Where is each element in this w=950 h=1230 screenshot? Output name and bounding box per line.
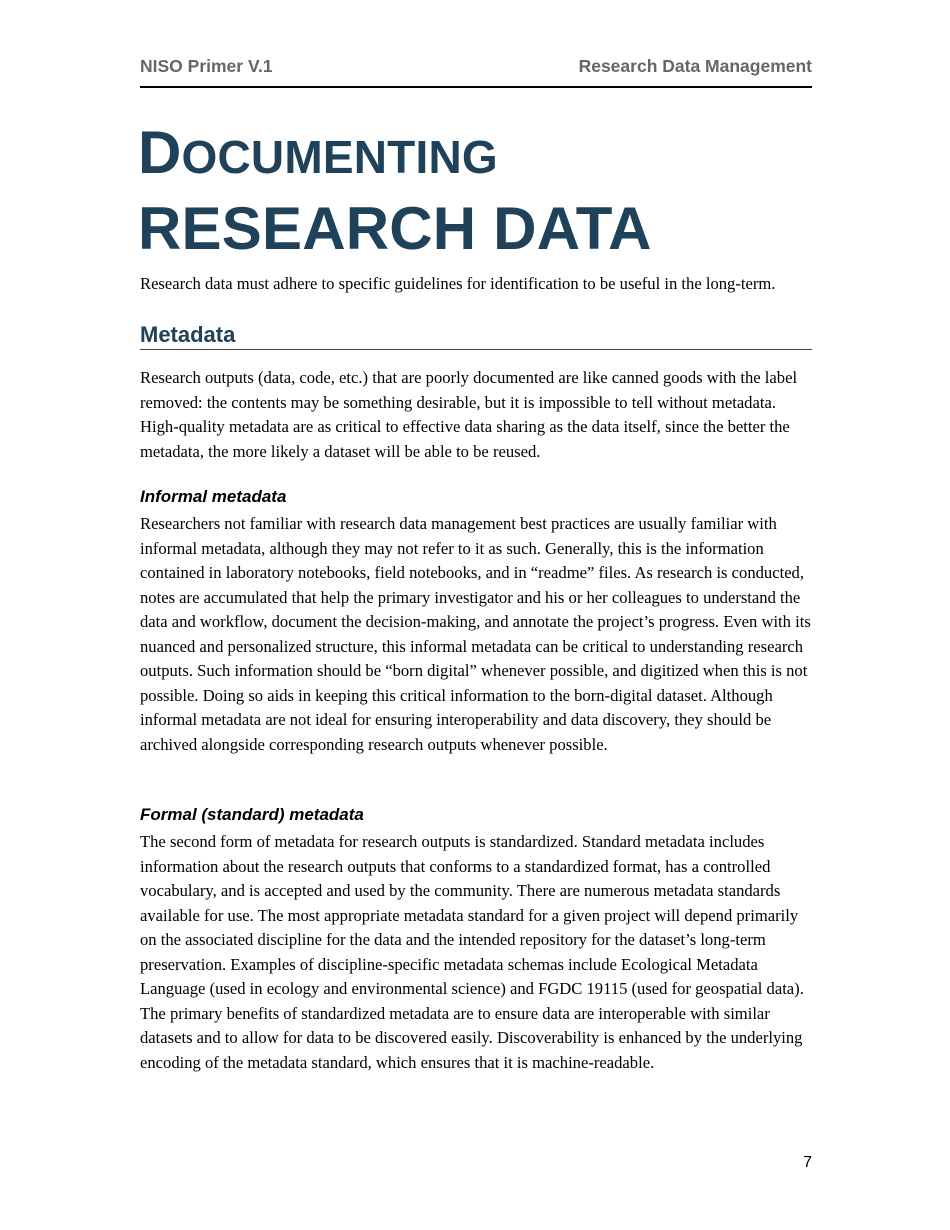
intro-paragraph: Research data must adhere to specific guidelines for identification to be useful in the long-term. [140, 274, 776, 293]
header-chapter-title: Research Data Management [578, 56, 812, 76]
subheading-formal-metadata: Formal (standard) metadata [140, 805, 364, 824]
header-publication-title: NISO Primer V.1 [140, 56, 273, 76]
page-title-line-1-rest: OCUMENTING [181, 131, 498, 183]
informal-metadata-paragraph: Researchers not familiar with research data management best practices are usually familiar with informal metadata, although they may not refer to it as such. Generally, this is the information contained in laboratory notebooks, field notebooks, and in “readme” files. As research is conducted, notes are accumulated that help the primary investigator and his or her colleagues to understand the data and workflow, document the decision-making, and annotate the project’s progress. Even with its nuanced and personalized structure, this informal metadata can be critical to understanding research outputs. Such information should be “born digital” whenever possible, and digitized when this is not possible. Doing so aids in keeping this critical information to the born-digital dataset. Although informal metadata are not ideal for ensuring interoperability and data discovery, they should be archived alongside corresponding research outputs whenever possible. [140, 514, 811, 754]
page-title-line-2-rest: ESEARCH DATA [181, 195, 652, 262]
metadata-paragraph: Research outputs (data, code, etc.) that are poorly documented are like canned goods with the label removed: the contents may be something desirable, but it is impossible to tell without metadata. High-quality metadata are as critical to effective data sharing as the data itself, since the better the metadata, the more likely a dataset will be able to be reused. [140, 368, 798, 461]
page-title-line-1 [138, 117, 818, 193]
subheading-informal-metadata: Informal metadata [140, 487, 287, 506]
page-title-line-2 [138, 193, 818, 269]
formal-metadata-paragraph: The second form of metadata for research outputs is standardized. Standard metadata includes information about the research outputs that conforms to a standardized format, has a controlled vocabulary, and is accepted and used by the community. There are numerous metadata standards available for use. The most appropriate metadata standard for a given project will depend primarily on the associated discipline for the data and the intended repository for the dataset’s long-term preservation. Examples of discipline-specific metadata schemas include Ecological Metadata Language (used in ecology and environmental science) and FGDC 19115 (used for geospatial data). The primary benefits of standardized metadata are to ensure data are interoperable with similar datasets and to allow for data to be discovered easily. Discoverability is enhanced by the underlying encoding of the metadata standard, which ensures that it is machine-readable. [140, 832, 804, 1072]
page-title-line-2-initial: R [138, 195, 182, 262]
page-title-line-1-initial: D [138, 119, 182, 186]
running-header [140, 56, 812, 88]
page-number: 7 [803, 1154, 812, 1171]
page-title [138, 117, 818, 269]
section-heading-metadata: Metadata [140, 322, 812, 350]
